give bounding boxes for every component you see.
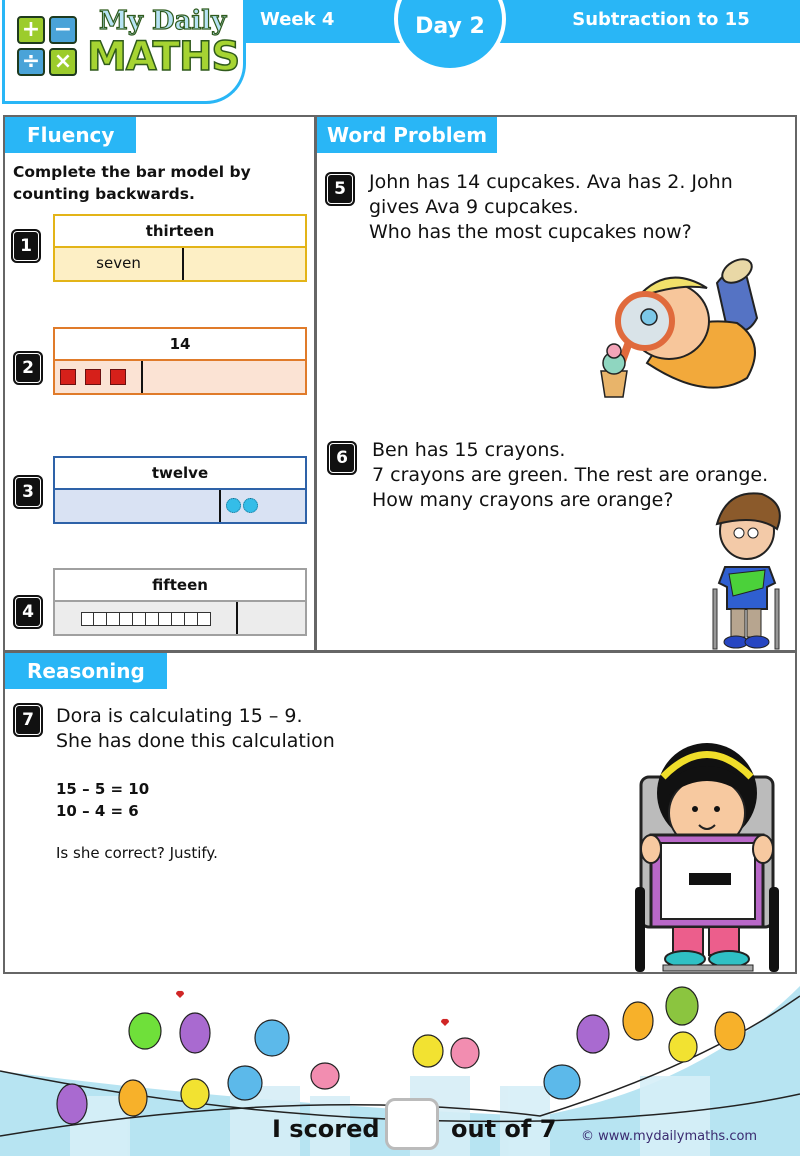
ten-cube-rod-icon <box>81 612 236 628</box>
bar-parts <box>53 361 307 395</box>
bar-model-4 <box>53 568 307 636</box>
text-line: Dora is calculating 15 – 9. <box>56 705 303 727</box>
text-line: John has 14 cupcakes. Ava has 2. John <box>369 171 733 193</box>
section-title-fluency: Fluency <box>5 117 136 153</box>
calc-line: 10 – 4 = 6 <box>56 802 139 820</box>
bar-parts <box>53 602 307 636</box>
question-number-5: 5 <box>325 172 355 206</box>
question-7-text <box>56 704 335 754</box>
text-line: 7 crayons are green. The rest are orange. <box>372 464 769 486</box>
question-number-3: 3 <box>13 475 43 509</box>
day-badge <box>394 0 506 72</box>
bar-whole: thirteen <box>53 214 307 248</box>
red-square-counter <box>85 369 101 385</box>
boy-crutches-illustration <box>707 489 787 651</box>
topic-label: Subtraction to 15 <box>572 9 750 30</box>
bar-part-known: seven <box>55 248 184 280</box>
girl-wheelchair-illustration <box>633 737 781 975</box>
bar-whole: twelve <box>53 456 307 490</box>
question-number-6: 6 <box>327 441 357 475</box>
bar-model-3 <box>53 456 307 524</box>
red-square-counter <box>60 369 76 385</box>
day-label: Day 2 <box>415 14 485 39</box>
bar-whole: fifteen <box>53 568 307 602</box>
question-5-text <box>369 170 733 245</box>
minus-icon: − <box>49 16 77 44</box>
bar-model-2 <box>53 327 307 395</box>
logo-text-maths: MATHS <box>87 34 240 80</box>
bar-part-answer[interactable] <box>55 490 221 522</box>
score-suffix: out of 7 <box>451 1115 557 1143</box>
text-line: Ben has 15 crayons. <box>372 439 566 461</box>
bar-parts <box>53 248 307 282</box>
question-number-4: 4 <box>13 595 43 629</box>
reasoning-panel <box>3 651 797 974</box>
bar-part-answer[interactable] <box>238 602 305 634</box>
blue-dot-counter <box>226 498 241 513</box>
bar-whole: 14 <box>53 327 307 361</box>
text-line: Who has the most cupcakes now? <box>369 221 692 243</box>
question-number-7: 7 <box>13 703 43 737</box>
score-prefix: I scored <box>272 1115 380 1143</box>
text-line: She has done this calculation <box>56 730 335 752</box>
boy-magnifier-illustration <box>597 253 787 403</box>
bar-part-known <box>55 361 143 393</box>
logo-text-my-daily: My Daily <box>99 6 227 36</box>
reasoning-prompt: Is she correct? Justify. <box>56 844 218 862</box>
bar-parts <box>53 490 307 524</box>
word-problem-panel <box>315 115 797 652</box>
section-title-word-problem: Word Problem <box>317 117 497 153</box>
text-line: gives Ava 9 cupcakes. <box>369 196 579 218</box>
week-label: Week 4 <box>260 9 335 30</box>
text-line: How many crayons are orange? <box>372 489 674 511</box>
section-title-reasoning: Reasoning <box>5 653 167 689</box>
multiply-icon: × <box>49 48 77 76</box>
bar-model-1 <box>53 214 307 282</box>
calculation-steps <box>56 778 149 822</box>
logo-operator-grid <box>17 16 77 76</box>
minus-sign-icon <box>689 873 731 885</box>
question-number-2: 2 <box>13 351 43 385</box>
logo <box>2 0 246 104</box>
blue-dot-counter <box>243 498 258 513</box>
bar-part-answer[interactable] <box>143 361 305 393</box>
copyright-link[interactable]: © www.mydailymaths.com <box>581 1129 758 1144</box>
bar-part-known <box>221 490 305 522</box>
score-input[interactable] <box>385 1098 439 1150</box>
bar-part-known <box>55 602 238 634</box>
bar-part-answer[interactable] <box>184 248 305 280</box>
calc-line: 15 – 5 = 10 <box>56 780 150 798</box>
question-number-1: 1 <box>11 229 41 263</box>
divide-icon: ÷ <box>17 48 45 76</box>
worksheet-header <box>0 0 800 110</box>
fluency-instruction: Complete the bar model by counting backwards. <box>13 163 251 203</box>
red-square-counter <box>110 369 126 385</box>
fluency-panel <box>3 115 316 652</box>
plus-icon: + <box>17 16 45 44</box>
